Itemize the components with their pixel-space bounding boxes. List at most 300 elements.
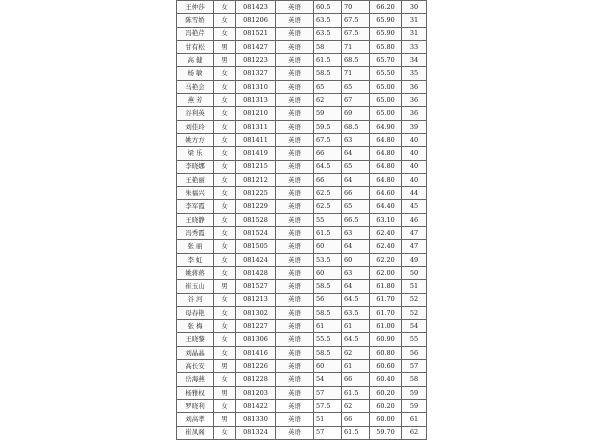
gender-cell: 男	[214, 360, 236, 373]
score1-cell: 67.5	[314, 133, 342, 146]
table-row	[177, 54, 427, 67]
total-cell: 61.00	[370, 320, 402, 333]
score1-cell: 62.5	[314, 187, 342, 200]
subject-cell: 英语	[276, 413, 314, 426]
score1-cell: 63.5	[314, 27, 342, 40]
rank-cell: 40	[402, 173, 427, 186]
table-row	[177, 266, 427, 279]
name-cell: 王仲莎	[177, 1, 214, 14]
name-cell: 杨雅权	[177, 386, 214, 399]
score1-cell: 58.5	[314, 346, 342, 359]
rank-cell: 36	[402, 94, 427, 107]
name-cell: 高 健	[177, 54, 214, 67]
table-row	[177, 173, 427, 186]
table-row	[177, 227, 427, 240]
id-cell: 081428	[236, 266, 276, 279]
subject-cell: 英语	[276, 373, 314, 386]
score1-cell: 57	[314, 426, 342, 439]
score2-cell: 61	[342, 360, 370, 373]
rank-cell: 52	[402, 293, 427, 306]
score1-cell: 60	[314, 240, 342, 253]
table-row	[177, 1, 427, 14]
total-cell: 60.20	[370, 399, 402, 412]
subject-cell: 英语	[276, 67, 314, 80]
gender-cell: 女	[214, 14, 236, 27]
gender-cell: 男	[214, 386, 236, 399]
name-cell: 岳海燕	[177, 373, 214, 386]
score2-cell: 66	[342, 187, 370, 200]
score-table	[176, 0, 427, 440]
table-row	[177, 94, 427, 107]
subject-cell: 英语	[276, 133, 314, 146]
id-cell: 081306	[236, 333, 276, 346]
rank-cell: 59	[402, 386, 427, 399]
score2-cell: 61.5	[342, 386, 370, 399]
table-row	[177, 14, 427, 27]
rank-cell: 31	[402, 27, 427, 40]
total-cell: 65.90	[370, 14, 402, 27]
subject-cell: 英语	[276, 213, 314, 226]
gender-cell: 女	[214, 200, 236, 213]
table-row	[177, 253, 427, 266]
id-cell: 081210	[236, 107, 276, 120]
rank-cell: 30	[402, 1, 427, 14]
table-row	[177, 133, 427, 146]
gender-cell: 女	[214, 27, 236, 40]
id-cell: 081528	[236, 213, 276, 226]
total-cell: 62.40	[370, 227, 402, 240]
gender-cell: 女	[214, 1, 236, 14]
subject-cell: 英语	[276, 14, 314, 27]
document-page	[176, 0, 426, 437]
score1-cell: 51	[314, 413, 342, 426]
name-cell: 李军霞	[177, 200, 214, 213]
score1-cell: 64.5	[314, 160, 342, 173]
rank-cell: 59	[402, 399, 427, 412]
subject-cell: 英语	[276, 386, 314, 399]
gender-cell: 女	[214, 240, 236, 253]
score2-cell: 65	[342, 80, 370, 93]
name-cell: 朱福兴	[177, 187, 214, 200]
gender-cell: 女	[214, 227, 236, 240]
rank-cell: 50	[402, 266, 427, 279]
score1-cell: 53.5	[314, 253, 342, 266]
name-cell: 王晓黎	[177, 333, 214, 346]
gender-cell: 女	[214, 266, 236, 279]
rank-cell: 55	[402, 333, 427, 346]
id-cell: 081206	[236, 14, 276, 27]
table-row	[177, 200, 427, 213]
total-cell: 64.80	[370, 133, 402, 146]
name-cell: 姚蒋蒋	[177, 266, 214, 279]
table-row	[177, 147, 427, 160]
rank-cell: 31	[402, 14, 427, 27]
subject-cell: 英语	[276, 293, 314, 306]
id-cell: 081215	[236, 160, 276, 173]
gender-cell: 女	[214, 293, 236, 306]
score2-cell: 63	[342, 133, 370, 146]
score2-cell: 68.5	[342, 120, 370, 133]
table-row	[177, 373, 427, 386]
score1-cell: 55	[314, 213, 342, 226]
gender-cell: 女	[214, 67, 236, 80]
score2-cell: 63.5	[342, 306, 370, 319]
name-cell: 崔玉山	[177, 280, 214, 293]
total-cell: 62.00	[370, 266, 402, 279]
id-cell: 081225	[236, 187, 276, 200]
subject-cell: 英语	[276, 120, 314, 133]
id-cell: 081330	[236, 413, 276, 426]
score2-cell: 61	[342, 320, 370, 333]
rank-cell: 35	[402, 67, 427, 80]
score1-cell: 63.5	[314, 14, 342, 27]
table-row	[177, 293, 427, 306]
table-row	[177, 213, 427, 226]
table-row	[177, 306, 427, 319]
name-cell: 张 梅	[177, 320, 214, 333]
total-cell: 66.20	[370, 1, 402, 14]
id-cell: 081223	[236, 54, 276, 67]
table-row	[177, 80, 427, 93]
rank-cell: 54	[402, 320, 427, 333]
total-cell: 65.90	[370, 27, 402, 40]
gender-cell: 女	[214, 213, 236, 226]
name-cell: 李 虹	[177, 253, 214, 266]
gender-cell: 女	[214, 94, 236, 107]
name-cell: 张 丽	[177, 240, 214, 253]
subject-cell: 英语	[276, 306, 314, 319]
table-row	[177, 426, 427, 439]
score1-cell: 66	[314, 173, 342, 186]
score2-cell: 71	[342, 40, 370, 53]
gender-cell: 女	[214, 346, 236, 359]
total-cell: 61.70	[370, 293, 402, 306]
total-cell: 61.80	[370, 280, 402, 293]
score2-cell: 60	[342, 253, 370, 266]
table-body	[177, 1, 427, 440]
score2-cell: 66	[342, 413, 370, 426]
id-cell: 081228	[236, 373, 276, 386]
total-cell: 61.70	[370, 306, 402, 319]
table-row	[177, 399, 427, 412]
score2-cell: 64	[342, 147, 370, 160]
table-row	[177, 67, 427, 80]
total-cell: 65.00	[370, 80, 402, 93]
rank-cell: 58	[402, 373, 427, 386]
score2-cell: 63	[342, 266, 370, 279]
id-cell: 081227	[236, 320, 276, 333]
subject-cell: 英语	[276, 173, 314, 186]
score1-cell: 62.5	[314, 200, 342, 213]
score2-cell: 67.5	[342, 27, 370, 40]
rank-cell: 61	[402, 413, 427, 426]
table-row	[177, 240, 427, 253]
total-cell: 64.80	[370, 147, 402, 160]
name-cell: 刘高孝	[177, 413, 214, 426]
gender-cell: 女	[214, 253, 236, 266]
total-cell: 65.80	[370, 40, 402, 53]
table-row	[177, 320, 427, 333]
rank-cell: 46	[402, 213, 427, 226]
name-cell: 姚方方	[177, 133, 214, 146]
rank-cell: 49	[402, 253, 427, 266]
gender-cell: 女	[214, 107, 236, 120]
name-cell: 杨 敏	[177, 67, 214, 80]
gender-cell: 男	[214, 54, 236, 67]
table-row	[177, 386, 427, 399]
score2-cell: 70	[342, 1, 370, 14]
score1-cell: 61.5	[314, 54, 342, 67]
score1-cell: 59	[314, 107, 342, 120]
name-cell: 冯艳芹	[177, 27, 214, 40]
subject-cell: 英语	[276, 27, 314, 40]
score1-cell: 56	[314, 293, 342, 306]
subject-cell: 英语	[276, 320, 314, 333]
name-cell: 燕 芳	[177, 94, 214, 107]
score1-cell: 60	[314, 360, 342, 373]
total-cell: 65.50	[370, 67, 402, 80]
score2-cell: 64	[342, 280, 370, 293]
gender-cell: 女	[214, 333, 236, 346]
score2-cell: 62	[342, 399, 370, 412]
name-cell: 甘有松	[177, 40, 214, 53]
subject-cell: 英语	[276, 54, 314, 67]
score1-cell: 60.5	[314, 1, 342, 14]
score1-cell: 58	[314, 40, 342, 53]
score2-cell: 65	[342, 200, 370, 213]
subject-cell: 英语	[276, 147, 314, 160]
id-cell: 081524	[236, 227, 276, 240]
score1-cell: 65	[314, 80, 342, 93]
score2-cell: 64	[342, 240, 370, 253]
total-cell: 62.20	[370, 253, 402, 266]
gender-cell: 男	[214, 40, 236, 53]
id-cell: 081419	[236, 147, 276, 160]
score2-cell: 64.5	[342, 293, 370, 306]
name-cell: 谷 河	[177, 293, 214, 306]
rank-cell: 40	[402, 133, 427, 146]
subject-cell: 英语	[276, 160, 314, 173]
name-cell: 冯秀霞	[177, 227, 214, 240]
gender-cell: 女	[214, 120, 236, 133]
id-cell: 081411	[236, 133, 276, 146]
gender-cell: 女	[214, 133, 236, 146]
table-row	[177, 413, 427, 426]
subject-cell: 英语	[276, 227, 314, 240]
score2-cell: 66.5	[342, 213, 370, 226]
id-cell: 081324	[236, 426, 276, 439]
score2-cell: 71	[342, 67, 370, 80]
score2-cell: 65	[342, 160, 370, 173]
score1-cell: 55.5	[314, 333, 342, 346]
subject-cell: 英语	[276, 1, 314, 14]
score1-cell: 58.5	[314, 67, 342, 80]
total-cell: 65.00	[370, 107, 402, 120]
subject-cell: 英语	[276, 94, 314, 107]
score1-cell: 61.5	[314, 227, 342, 240]
gender-cell: 女	[214, 373, 236, 386]
gender-cell: 男	[214, 413, 236, 426]
score1-cell: 57.5	[314, 399, 342, 412]
score1-cell: 66	[314, 147, 342, 160]
id-cell: 081313	[236, 94, 276, 107]
gender-cell: 女	[214, 399, 236, 412]
score2-cell: 69	[342, 107, 370, 120]
rank-cell: 33	[402, 40, 427, 53]
name-cell: 李晓娜	[177, 160, 214, 173]
table-row	[177, 360, 427, 373]
name-cell: 梁 乐	[177, 147, 214, 160]
subject-cell: 英语	[276, 346, 314, 359]
total-cell: 64.40	[370, 200, 402, 213]
gender-cell: 女	[214, 173, 236, 186]
table-row	[177, 333, 427, 346]
name-cell: 马艳会	[177, 80, 214, 93]
score2-cell: 67.5	[342, 14, 370, 27]
name-cell: 王艳丽	[177, 173, 214, 186]
id-cell: 081310	[236, 80, 276, 93]
gender-cell: 男	[214, 280, 236, 293]
rank-cell: 51	[402, 280, 427, 293]
rank-cell: 47	[402, 240, 427, 253]
gender-cell: 女	[214, 160, 236, 173]
name-cell: 高长安	[177, 360, 214, 373]
gender-cell: 女	[214, 187, 236, 200]
score1-cell: 57	[314, 386, 342, 399]
total-cell: 65.00	[370, 94, 402, 107]
subject-cell: 英语	[276, 187, 314, 200]
id-cell: 081505	[236, 240, 276, 253]
total-cell: 64.60	[370, 187, 402, 200]
total-cell: 60.00	[370, 413, 402, 426]
score2-cell: 66	[342, 373, 370, 386]
table-row	[177, 120, 427, 133]
table-row	[177, 40, 427, 53]
score1-cell: 62	[314, 94, 342, 107]
id-cell: 081302	[236, 306, 276, 319]
subject-cell: 英语	[276, 107, 314, 120]
subject-cell: 英语	[276, 280, 314, 293]
id-cell: 081427	[236, 40, 276, 53]
name-cell: 罗晓利	[177, 399, 214, 412]
id-cell: 081311	[236, 120, 276, 133]
score2-cell: 67	[342, 94, 370, 107]
subject-cell: 英语	[276, 266, 314, 279]
subject-cell: 英语	[276, 426, 314, 439]
name-cell: 刘晶晶	[177, 346, 214, 359]
score1-cell: 60	[314, 266, 342, 279]
total-cell: 60.20	[370, 386, 402, 399]
rank-cell: 47	[402, 227, 427, 240]
total-cell: 64.90	[370, 120, 402, 133]
subject-cell: 英语	[276, 80, 314, 93]
total-cell: 60.80	[370, 346, 402, 359]
rank-cell: 39	[402, 120, 427, 133]
table-row	[177, 187, 427, 200]
rank-cell: 40	[402, 160, 427, 173]
id-cell: 081212	[236, 173, 276, 186]
id-cell: 081527	[236, 280, 276, 293]
rank-cell: 34	[402, 54, 427, 67]
score1-cell: 54	[314, 373, 342, 386]
name-cell: 谷利英	[177, 107, 214, 120]
gender-cell: 女	[214, 320, 236, 333]
id-cell: 081422	[236, 399, 276, 412]
table-row	[177, 107, 427, 120]
score2-cell: 68.5	[342, 54, 370, 67]
total-cell: 64.80	[370, 173, 402, 186]
gender-cell: 女	[214, 426, 236, 439]
score1-cell: 59.5	[314, 120, 342, 133]
id-cell: 081203	[236, 386, 276, 399]
name-cell: 陈雪娇	[177, 14, 214, 27]
score1-cell: 58.5	[314, 280, 342, 293]
gender-cell: 女	[214, 147, 236, 160]
rank-cell: 40	[402, 147, 427, 160]
total-cell: 63.10	[370, 213, 402, 226]
table-row	[177, 280, 427, 293]
score2-cell: 61.5	[342, 426, 370, 439]
score2-cell: 62	[342, 346, 370, 359]
id-cell: 081226	[236, 360, 276, 373]
rank-cell: 45	[402, 200, 427, 213]
score2-cell: 64.5	[342, 333, 370, 346]
id-cell: 081229	[236, 200, 276, 213]
total-cell: 62.40	[370, 240, 402, 253]
name-cell: 刘佳玲	[177, 120, 214, 133]
gender-cell: 女	[214, 306, 236, 319]
gender-cell: 女	[214, 80, 236, 93]
id-cell: 081423	[236, 1, 276, 14]
name-cell: 母春艳	[177, 306, 214, 319]
total-cell: 60.60	[370, 360, 402, 373]
table-row	[177, 346, 427, 359]
subject-cell: 英语	[276, 240, 314, 253]
subject-cell: 英语	[276, 333, 314, 346]
rank-cell: 56	[402, 346, 427, 359]
name-cell: 王晓静	[177, 213, 214, 226]
score1-cell: 61	[314, 320, 342, 333]
total-cell: 59.70	[370, 426, 402, 439]
id-cell: 081521	[236, 27, 276, 40]
rank-cell: 36	[402, 80, 427, 93]
rank-cell: 57	[402, 360, 427, 373]
name-cell: 崔凤阁	[177, 426, 214, 439]
total-cell: 60.90	[370, 333, 402, 346]
rank-cell: 44	[402, 187, 427, 200]
score1-cell: 58.5	[314, 306, 342, 319]
id-cell: 081213	[236, 293, 276, 306]
id-cell: 081327	[236, 67, 276, 80]
total-cell: 65.70	[370, 54, 402, 67]
table-row	[177, 27, 427, 40]
subject-cell: 英语	[276, 360, 314, 373]
id-cell: 081424	[236, 253, 276, 266]
rank-cell: 62	[402, 426, 427, 439]
score2-cell: 63	[342, 227, 370, 240]
score2-cell: 64	[342, 173, 370, 186]
subject-cell: 英语	[276, 399, 314, 412]
id-cell: 081416	[236, 346, 276, 359]
subject-cell: 英语	[276, 200, 314, 213]
rank-cell: 52	[402, 306, 427, 319]
total-cell: 64.80	[370, 160, 402, 173]
subject-cell: 英语	[276, 253, 314, 266]
subject-cell: 英语	[276, 40, 314, 53]
total-cell: 60.40	[370, 373, 402, 386]
rank-cell: 36	[402, 107, 427, 120]
table-row	[177, 160, 427, 173]
